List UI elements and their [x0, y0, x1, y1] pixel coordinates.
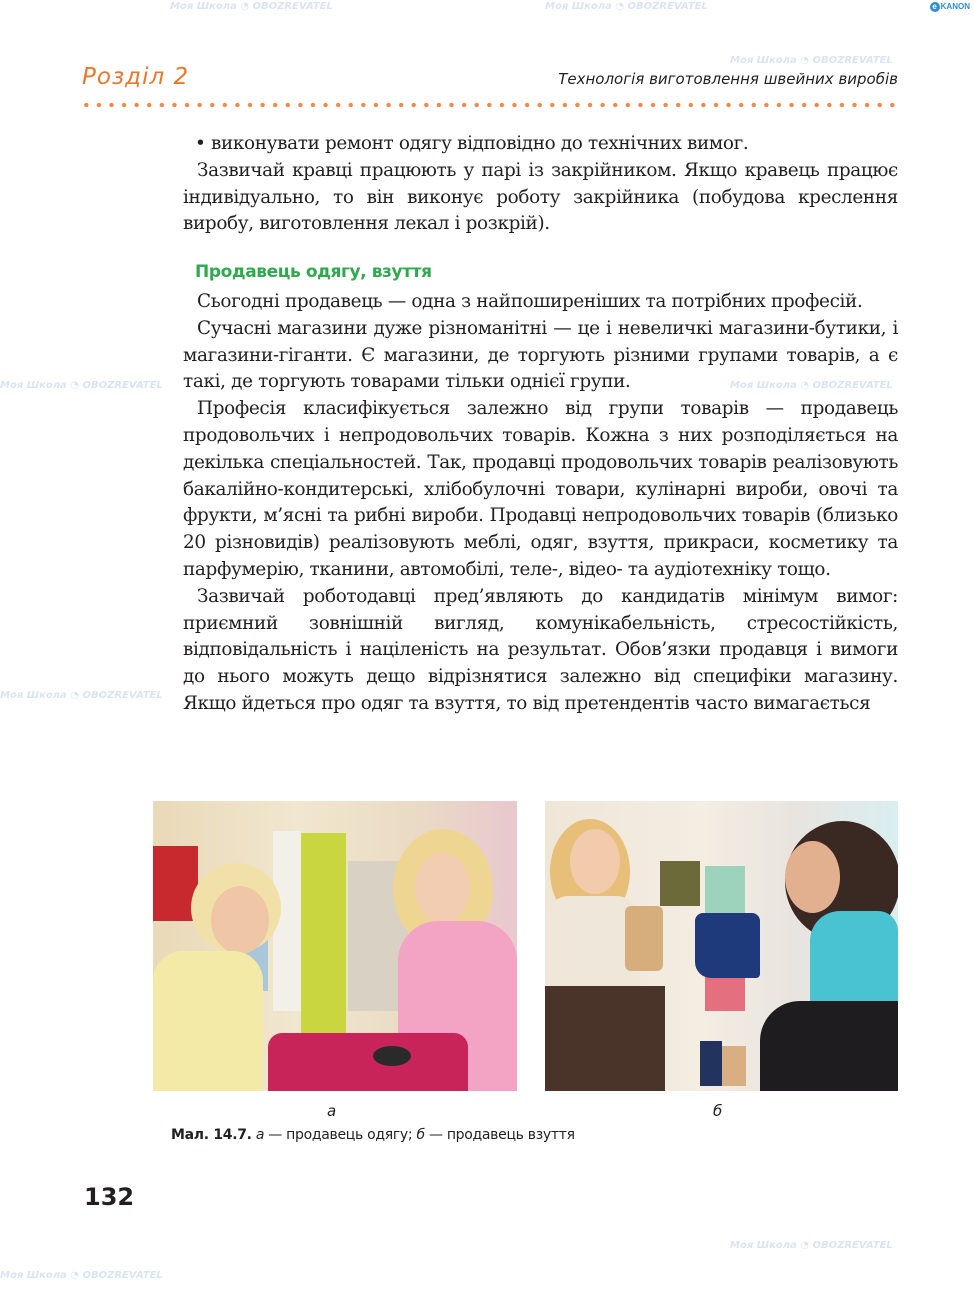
chapter-label: Розділ 2	[82, 64, 190, 90]
paragraph-classification: Професія класифікується залежно від групи товарів — продавець продовольчих і непродовольчих товарів. Кожна з них розподіляється на декілька спеціальностей. Так, продавці продовольчих товарів реалізовують бакалійно-кондитерські, хлібобулочні товари, кулінарні вироби, овочі та фрукти, м’ясні та рибні вироби. Продавці непродовольчих товарів (близько 20 різновидів) реалізовують меблі, одяг, взуття, прикраси, косметику та парфумерію, тканини, автомобілі, теле-, відео- та аудіотехніку тощо.	[183, 398, 898, 580]
lime-garment	[301, 833, 346, 1033]
running-title: Технологія виготовлення швейних виробів	[558, 70, 898, 88]
page-header	[80, 62, 898, 112]
dotted-divider	[80, 102, 898, 108]
watermark: Моя Школа ◔ OBOZREVATEL	[170, 1, 333, 12]
paragraph-shops: Сучасні магазини дуже різноманітні — це і невеличкі магазини-бутики, і магазини-гіганти. Є магазини, де торгують різними групами товарів, а є такі, де торгують товарами тільки однієї групи.	[183, 317, 898, 393]
caption-a-text: — продавець одягу;	[264, 1127, 417, 1143]
navy-boot	[695, 913, 760, 978]
watermark: Моя Школа ◔ OBOZREVATEL	[0, 690, 163, 701]
customer-cardigan	[153, 951, 263, 1091]
seller-trousers	[760, 1001, 898, 1091]
pink-garment	[268, 1033, 468, 1091]
customer-face	[211, 886, 269, 954]
bullet-text: виконувати ремонт одягу відповідно до технічних вимог.	[211, 133, 749, 154]
paragraph-seller-intro: Сьогодні продавець — одна з найпоширеніших та потрібних професій.	[197, 290, 863, 312]
bullet-icon: •	[195, 133, 206, 154]
photo-shoe-seller	[545, 801, 898, 1091]
figure-caption	[171, 1127, 575, 1143]
floor-boot-navy	[700, 1041, 722, 1086]
floor-boot-tan	[722, 1046, 746, 1086]
garment-label	[373, 1046, 411, 1066]
paragraph-tailors: Зазвичай кравці працюють у парі із закрійником. Якщо кравець працює індивідуально, то він виконує роботу закрійника (побудова креслення виробу, виготовлення лекал і розкрій).	[183, 159, 898, 235]
bullet-item	[183, 131, 898, 158]
paragraph-requirements: Зазвичай роботодавці пред’являють до кандидатів мінімум вимог: приємний зовнішній вигляд, комунікабельність, стресостійкість, відповідальність і націленість на результат. Обов’язки продавця і вимоги до нього можуть дещо відрізнятися залежно від специфіки магазину. Якщо йдеться про одяг та взуття, то від претендентів часто вимагається	[183, 585, 898, 714]
figure-label-a: а	[327, 1102, 337, 1120]
watermark: Моя Школа ◔ OBOZREVATEL	[730, 55, 893, 66]
body-text	[183, 131, 898, 718]
publisher-logo-icon: e	[930, 2, 940, 12]
customer-face	[570, 829, 620, 894]
caption-b-letter: б	[416, 1127, 425, 1143]
watermark: Моя Школа ◔ OBOZREVATEL	[0, 1270, 163, 1281]
caption-a-letter: а	[255, 1127, 265, 1143]
section-heading: Продавець одягу, взуття	[195, 262, 432, 283]
photo-clothing-seller	[153, 801, 517, 1091]
caption-b-text: — продавець взуття	[424, 1127, 575, 1143]
customer-trousers	[545, 986, 665, 1091]
seller-face	[415, 853, 470, 923]
publisher-badge	[930, 2, 970, 12]
publisher-name: KANON	[940, 2, 970, 11]
page-number: 132	[84, 1183, 135, 1211]
watermark: Моя Школа ◔ OBOZREVATEL	[730, 380, 893, 391]
watermark: Моя Школа ◔ OBOZREVATEL	[545, 1, 708, 12]
olive-jacket	[660, 861, 700, 906]
seller-face	[785, 841, 840, 913]
watermark: Моя Школа ◔ OBOZREVATEL	[730, 1240, 893, 1251]
figure-label-b: б	[713, 1102, 723, 1120]
watermark: Моя Школа ◔ OBOZREVATEL	[0, 380, 163, 391]
tan-boot	[625, 906, 663, 971]
caption-number: Мал. 14.7.	[171, 1127, 252, 1143]
